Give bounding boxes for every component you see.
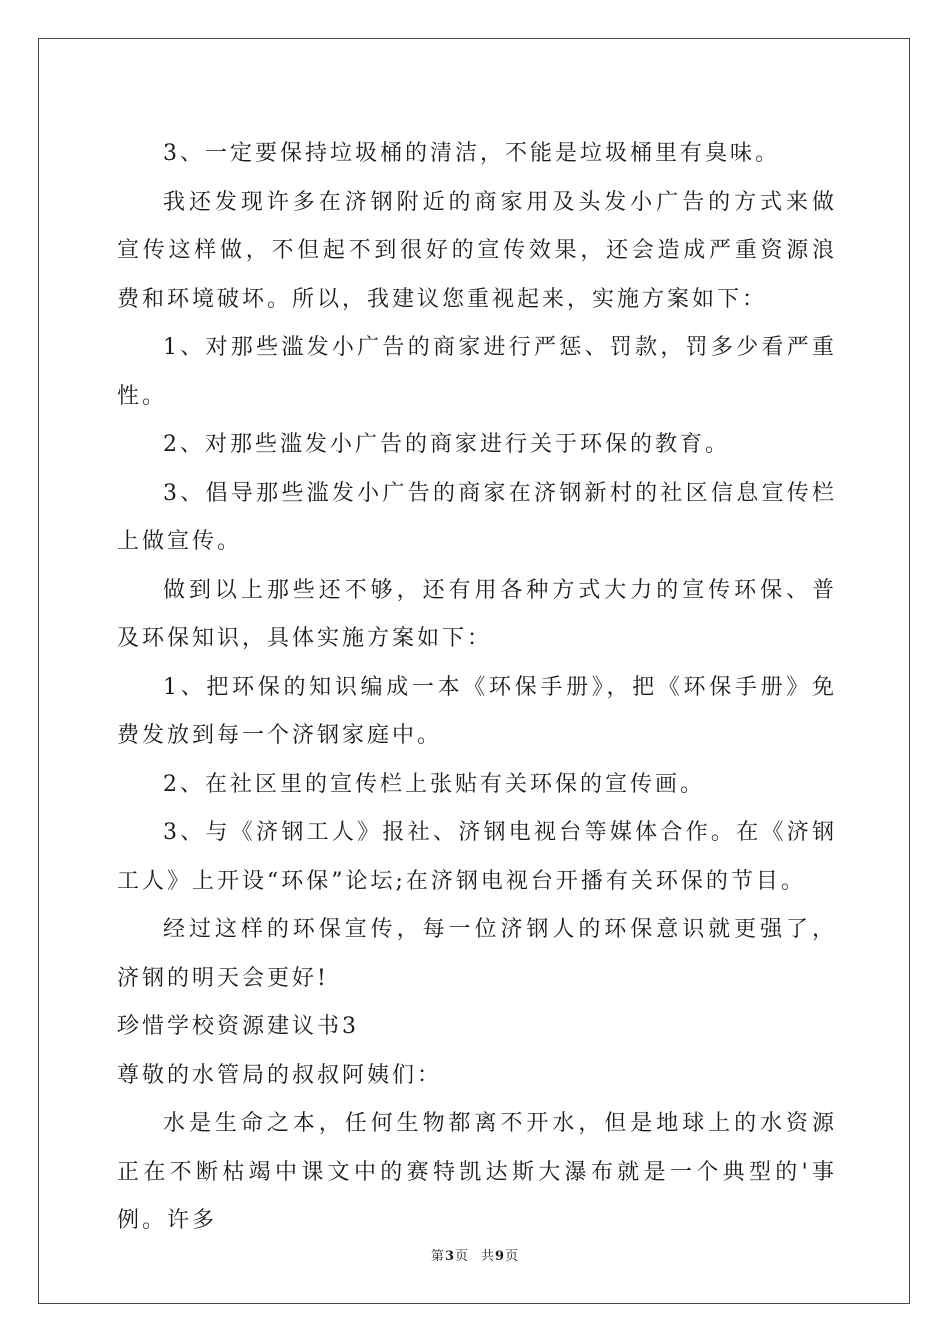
paragraph: 1、把环保的知识编成一本《环保手册》，把《环保手册》免费发放到每一个济钢家庭中。 — [117, 674, 837, 748]
paragraph: 2、在社区里的宣传栏上张贴有关环保的宣传画。 — [163, 771, 705, 797]
paragraph: 做到以上那些还不够，还有用各种方式大力的宣传环保、普及环保知识，具体实施方案如下： — [117, 577, 837, 651]
paragraph: 2、对那些滥发小广告的商家进行关于环保的教育。 — [163, 432, 730, 457]
page-unit: 页 — [454, 1249, 469, 1264]
paragraph: 水是生命之本，任何生物都离不开水，但是地球上的水资源正在不断枯竭中课文中的赛特凯达斯大瀑布就是一个典型的'事例。许多 — [117, 1111, 837, 1233]
paragraph: 3、与《济钢工人》报社、济钢电视台等媒体合作。在《济钢工人》上开设“环保”论坛;在济钢电视台开播有关环保的节目。 — [117, 820, 837, 894]
paragraph: 3、一定要保持垃圾桶的清洁，不能是垃圾桶里有臭味。 — [163, 141, 780, 166]
paragraph: 3、倡导那些滥发小广告的商家在济钢新村的社区信息宣传栏上做宣传。 — [117, 480, 837, 554]
page-current: 3 — [444, 1249, 455, 1264]
section-heading: 珍惜学校资源建议书3 — [117, 1014, 359, 1039]
paragraph: 经过这样的环保宣传，每一位济钢人的环保意识就更强了，济钢的明天会更好! — [117, 917, 837, 991]
paragraph: 1、对那些滥发小广告的商家进行严惩、罚款，罚多少看严重性。 — [117, 335, 837, 409]
salutation: 尊敬的水管局的叔叔阿姨们： — [117, 1062, 443, 1088]
page-total: 9 — [495, 1249, 506, 1264]
total-unit: 页 — [505, 1249, 520, 1264]
document-body — [117, 130, 837, 1246]
total-prefix: 共 — [481, 1249, 496, 1264]
page-footer — [0, 1245, 950, 1264]
page-prefix: 第 — [430, 1249, 445, 1264]
paragraph: 我还发现许多在济钢附近的商家用及头发小广告的方式来做宣传这样做，不但起不到很好的宣传效果，还会造成严重资源浪费和环境破坏。所以，我建议您重视起来，实施方案如下： — [117, 189, 837, 312]
